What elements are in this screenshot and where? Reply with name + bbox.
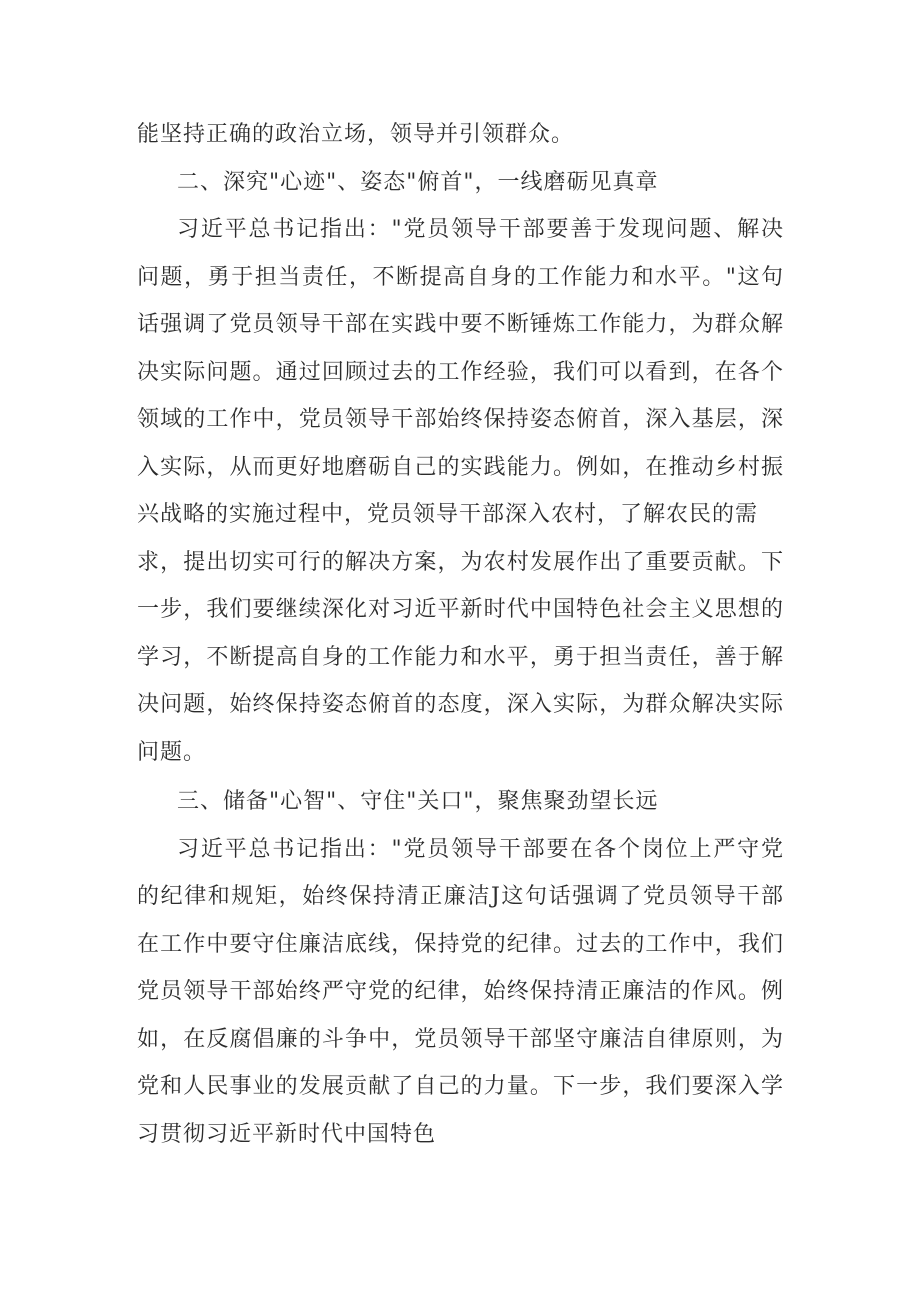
section-heading: 三、储备"心智"、守住"关口"，聚焦聚劲望长远 [177, 789, 659, 814]
paragraph-line: 问题，勇于担当责任，不断提高自身的工作能力和水平。"这句 [137, 264, 783, 290]
paragraph-line: 能坚持正确的政治立场，领导并引领群众。 [137, 122, 575, 147]
paragraph-line: 的纪律和规矩，始终保持清正廉洁J这句话强调了党员领导干部 [137, 884, 783, 909]
paragraph-line: 学习，不断提高自身的工作能力和水平，勇于担当责任，善于解 [137, 644, 783, 670]
paragraph-line: 习近平总书记指出："党员领导干部要善于发现问题、解决 [177, 217, 783, 242]
paragraph-line: 在工作中要守住廉洁底线，保持党的纪律。过去的工作中，我们 [137, 931, 783, 957]
paragraph-line: 如，在反腐倡廉的斗争中，党员领导干部坚守廉洁自律原则，为 [137, 1026, 783, 1052]
paragraph-line: 党和人民事业的发展贡献了自己的力量。下一步，我们要深入学 [137, 1074, 783, 1099]
paragraph-line: 一步，我们要继续深化对习近平新时代中国特色社会主义思想的 [137, 597, 783, 622]
paragraph-line: 习近平总书记指出："党员领导干部要在各个岗位上严守党 [177, 836, 783, 862]
paragraph-line: 求，提出切实可行的解决方案，为农村发展作出了重要贡献。下 [137, 549, 783, 575]
paragraph-line: 话强调了党员领导干部在实践中要不断锤炼工作能力，为群众解 [137, 312, 783, 337]
paragraph-line: 入实际，从而更好地磨砺自己的实践能力。例如，在推动乡村振 [137, 454, 783, 480]
paragraph-line: 党员领导干部始终严守党的纪律，始终保持清正廉洁的作风。例 [137, 979, 783, 1004]
section-heading: 二、深究"心迹"、姿态"俯首"，一线磨砺见真章 [177, 169, 659, 195]
paragraph-line: 决实际问题。通过回顾过去的工作经验，我们可以看到，在各个 [137, 359, 783, 385]
paragraph-line: 习贯彻习近平新时代中国特色 [137, 1121, 437, 1147]
paragraph-line: 兴战略的实施过程中，党员领导干部深入农村，了解农民的需 [137, 502, 759, 527]
paragraph-line: 决问题，始终保持姿态俯首的态度，深入实际，为群众解决实际 [137, 692, 783, 717]
paragraph-line: 问题。 [137, 739, 207, 765]
paragraph-line: 领域的工作中，党员领导干部始终保持姿态俯首，深入基层，深 [137, 407, 783, 432]
